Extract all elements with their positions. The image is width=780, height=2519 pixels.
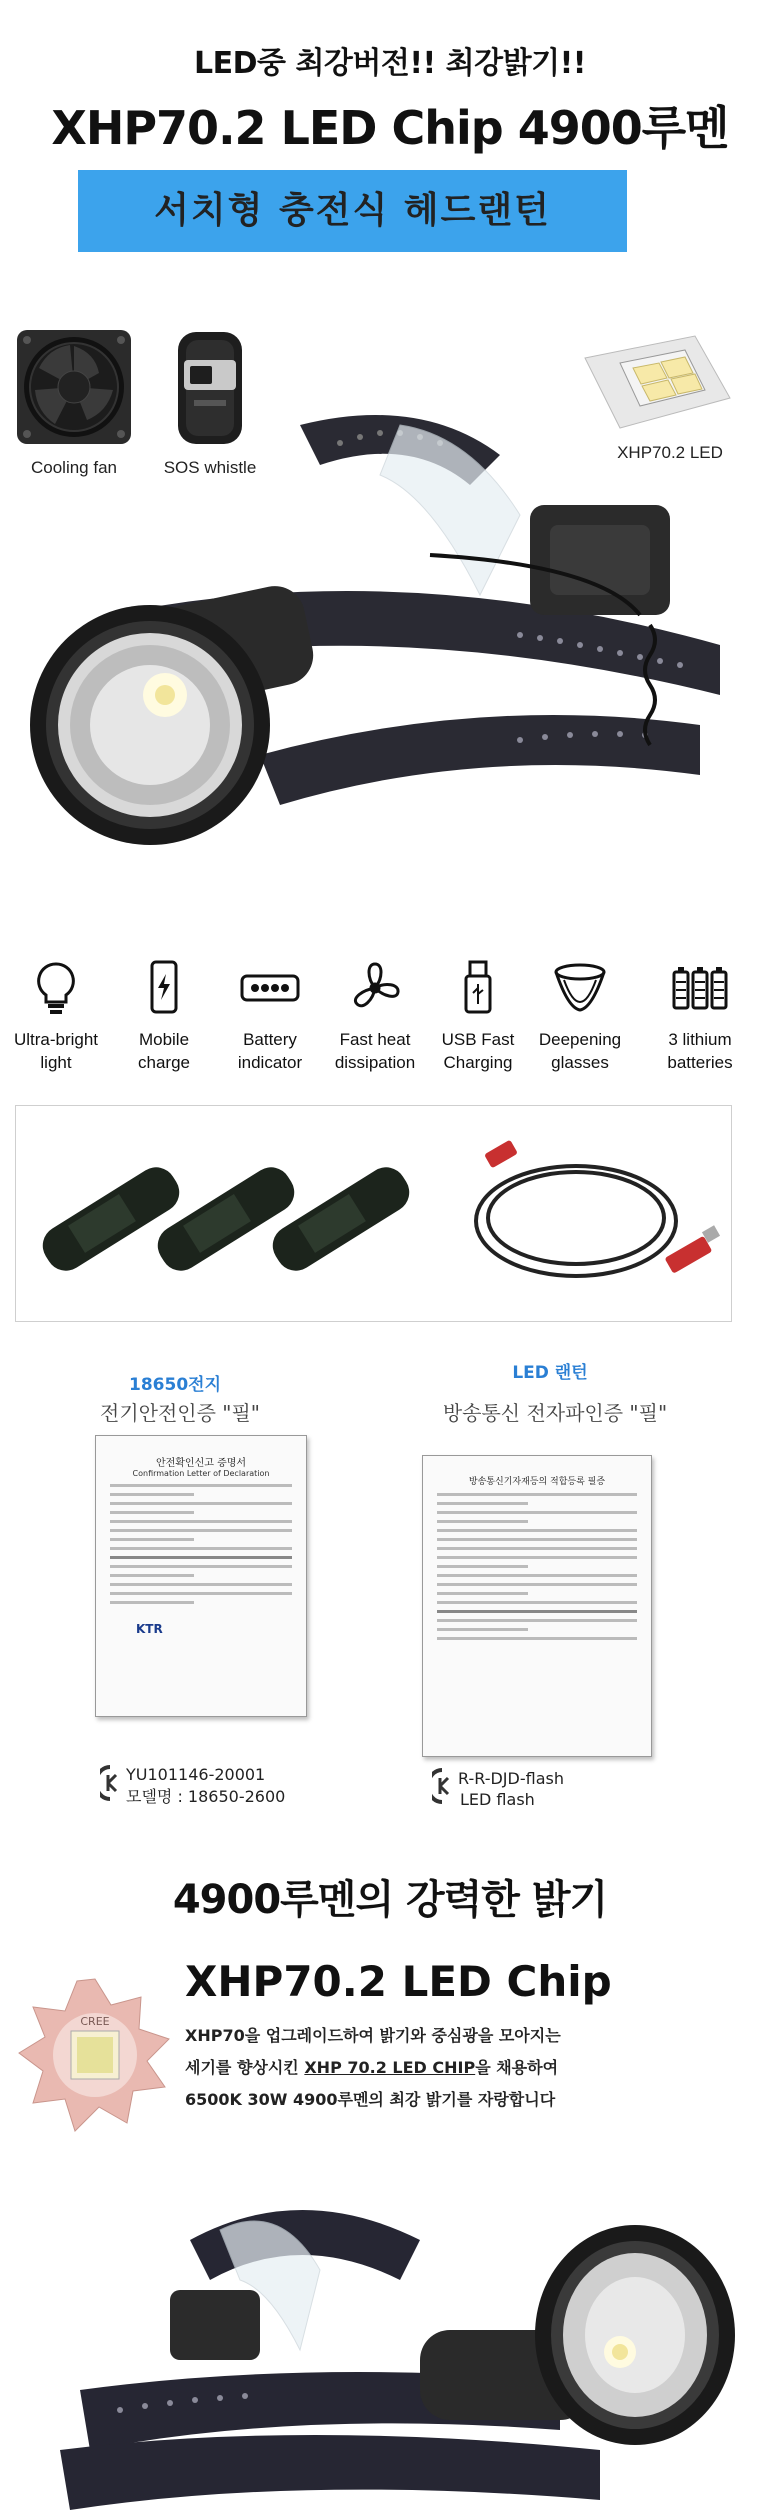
- fan-icon: [345, 958, 405, 1018]
- feature-deepening: [525, 958, 635, 1074]
- chip-desc-line2-c: 을 채용하여: [475, 2058, 559, 2077]
- chip-title: XHP70.2 LED Chip: [185, 1957, 612, 2006]
- cert-left-doc-footer: KTR: [136, 1622, 163, 1636]
- feature-battery-indicator: [215, 958, 325, 1074]
- thumb-label-led: XHP70.2 LED: [617, 443, 723, 462]
- feature-fast-heat-line1: Fast heat: [339, 1030, 411, 1049]
- phone-charge-icon: [134, 958, 194, 1018]
- feature-usb-fast-line1: USB Fast: [441, 1030, 515, 1049]
- cert-left-document: [95, 1435, 307, 1717]
- chip-desc-line2-b: XHP 70.2 LED CHIP: [304, 2058, 476, 2077]
- cert-right-document: [422, 1455, 652, 1757]
- feature-lithium: [630, 958, 770, 1074]
- feature-mobile-charge-line1: Mobile: [138, 1030, 190, 1049]
- cert-right-subtitle: 방송통신 전자파인증 "필": [442, 1401, 668, 1425]
- thumb-label-cooling-fan: Cooling fan: [30, 458, 117, 477]
- feature-ultra-bright: [0, 958, 112, 1074]
- feature-usb-fast: [428, 958, 528, 1074]
- usb-icon: [448, 958, 508, 1018]
- tagline: LED중 최강버전!! 최강밝기!!: [194, 46, 586, 81]
- feature-battery-indicator-line2: indicator: [237, 1053, 303, 1072]
- cert-left-kc-line1: YU101146-20001: [126, 1765, 266, 1784]
- led-chip-icon: [15, 1975, 175, 2135]
- feature-ultra-bright-line2: light: [40, 1053, 72, 1072]
- chip-desc-line2: [185, 2055, 558, 2078]
- cert-right-title: LED 랜턴: [512, 1363, 588, 1383]
- chip-desc-line2-a: 세기를 향상시킨: [185, 2058, 305, 2077]
- feature-deepening-line2: glasses: [551, 1053, 609, 1072]
- headlamp-icon: [0, 2120, 780, 2515]
- feature-mobile-charge-line2: charge: [138, 1053, 190, 1072]
- chip-desc-line1: XHP70을 업그레이드하여 밝기와 중심광을 모아지는: [185, 2026, 561, 2045]
- cert-right-kc-line1: R-R-DJD-flash: [458, 1769, 564, 1788]
- brightness-heading: 4900루멘의 강력한 밝기: [172, 1877, 608, 1923]
- usb-cable: [476, 1166, 676, 1276]
- feature-battery-indicator-line1: Battery: [243, 1030, 297, 1049]
- reflector-icon: [550, 958, 610, 1018]
- banner-text: 서치형 충전식 헤드랜턴: [154, 190, 551, 231]
- chip-desc-line3: 6500K 30W 4900루멘의 최강 밝기를 자랑합니다: [185, 2090, 556, 2109]
- cert-right-kc-line2: LED flash: [460, 1790, 535, 1809]
- thumb-label-sos-whistle: SOS whistle: [163, 458, 257, 477]
- batteries-icon: [670, 958, 730, 1018]
- banner: [78, 170, 627, 252]
- cert-left-title: 18650전지: [129, 1375, 221, 1395]
- headlamp-product-image: [0, 395, 780, 955]
- cert-left-subtitle: 전기안전인증 "필": [100, 1401, 260, 1425]
- cree-chip-image: [15, 1975, 175, 2135]
- accessories-box: [15, 1105, 732, 1322]
- headlamp-icon: [0, 395, 780, 955]
- cert-left-kc-line2: 모델명 : 18650-2600: [126, 1787, 286, 1806]
- feature-lithium-line2: batteries: [667, 1053, 733, 1072]
- feature-usb-fast-line2: Charging: [443, 1053, 513, 1072]
- feature-mobile-charge: [110, 958, 218, 1074]
- feature-deepening-line1: Deepening: [538, 1030, 622, 1049]
- accessories-image: [16, 1106, 731, 1321]
- feature-lithium-line1: 3 lithium: [668, 1030, 732, 1049]
- cert-left-doc-heading: 안전확인신고 증명서: [155, 1458, 247, 1469]
- headlamp-side-image: [0, 2120, 780, 2515]
- battery-indicator-icon: [240, 958, 300, 1018]
- feature-fast-heat: [320, 958, 430, 1074]
- feature-fast-heat-line2: dissipation: [334, 1053, 416, 1072]
- kc-mark-icon: [100, 1765, 120, 1801]
- bulb-icon: [26, 958, 86, 1018]
- chip-marking-text: CREE: [80, 2015, 110, 2028]
- cert-left-doc-heading-en: Confirmation Letter of Declaration: [132, 1469, 270, 1478]
- product-title: XHP70.2 LED Chip 4900루멘: [51, 101, 729, 155]
- feature-row: [0, 958, 780, 1078]
- feature-ultra-bright-line1: Ultra-bright: [13, 1030, 99, 1049]
- kc-mark-icon: [432, 1768, 452, 1804]
- cert-right-doc-heading: 방송통신기자재등의 적합등록 필증: [468, 1477, 606, 1487]
